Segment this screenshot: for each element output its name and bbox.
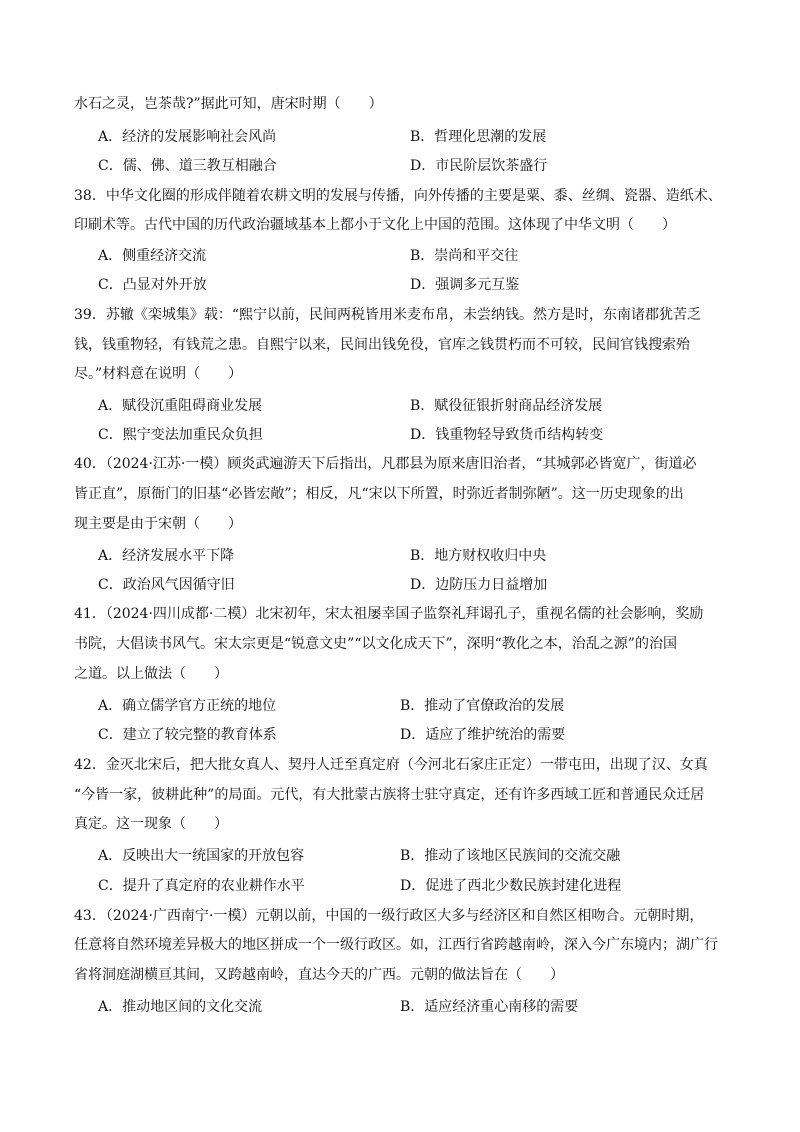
q42-stem-line-2: “今皆一家，彼耕此种”的局面。元代，有大批蒙古族将士驻守真定，还有许多西域工匠和普通民众迁居	[74, 787, 705, 803]
q40-stem-line-3: 现主要是由于宋朝（ ）	[74, 516, 242, 532]
q38-option-a: A．侧重经济交流	[98, 248, 207, 264]
q40-stem-line-2: 皆正直”，原衙门的旧基“必皆宏敞”；相反，凡“宋以下所置，时弥近者制弥陋”。这一历史现象的出	[74, 486, 684, 502]
q41-option-d: D．适应了维护统治的需要	[400, 727, 566, 743]
q38-option-d: D．强调多元互鉴	[410, 277, 520, 293]
q39-option-b: B．赋役征银折射商品经济发展	[410, 398, 603, 414]
q43-option-a: A．推动地区间的文化交流	[98, 999, 263, 1015]
q39-stem-line-3: 尽。”材料意在说明（ ）	[74, 366, 243, 382]
q37-option-a: A．经济的发展影响社会风尚	[98, 129, 277, 145]
q37-option-c: C．儒、佛、道三教互相融合	[98, 158, 277, 174]
q41-stem-line-2: 书院，大倡读书风气。宋太宗更是“锐意文史”“以文化成天下”，深明“教化之本，治乱之源”的治国	[74, 636, 677, 652]
q42-option-a: A．反映出大一统国家的开放包容	[98, 848, 305, 864]
q41-option-a: A．确立儒学官方正统的地位	[98, 698, 277, 714]
q41-option-c: C．建立了较完整的教育体系	[98, 727, 277, 743]
q38-stem-line-1: 38．中华文化圈的形成伴随着农耕文明的发展与传播，向外传播的主要是粟、黍、丝绸、瓷器、造纸术、	[74, 188, 722, 204]
q37-option-d: D．市民阶层饮茶盛行	[410, 158, 548, 174]
q39-option-c: C．熙宁变法加重民众负担	[98, 427, 263, 443]
q38-stem-line-2: 印刷术等。古代中国的历代政治疆域基本上都小于文化上中国的范围。这体现了中华文明（ ）	[74, 217, 676, 233]
q43-stem-line-2: 任意将自然环境差异极大的地区拼成一个一级行政区。如，江西行省跨越南岭，深入今广东境内；湖广行	[74, 937, 718, 953]
q41-option-b: B．推动了官僚政治的发展	[400, 698, 565, 714]
q37-option-b: B．哲理化思潮的发展	[410, 129, 547, 145]
q38-option-b: B．崇尚和平交往	[410, 248, 519, 264]
q40-option-a: A．经济发展水平下降	[98, 548, 235, 564]
q41-stem-line-3: 之道。以上做法（ ）	[74, 666, 228, 682]
q42-option-d: D．促进了西北少数民族封建化进程	[400, 878, 622, 894]
q43-stem-line-3: 省将洞庭湖横亘其间，又跨越南岭，直达今天的广西。元朝的做法旨在（ ）	[74, 967, 564, 983]
q42-option-b: B．推动了该地区民族间的交流交融	[400, 848, 621, 864]
q43-option-b: B．适应经济重心南移的需要	[400, 999, 579, 1015]
q43-stem-line-1: 43．（2024·广西南宁·一模）元朝以前，中国的一级行政区大多与经济区和自然区相吻合。元朝时期，	[74, 908, 704, 924]
q40-stem-line-1: 40．（2024·江苏·一模）顾炎武遍游天下后指出，凡郡县为原来唐旧治者，“其城郭必皆宽广，街道必	[74, 456, 697, 472]
q38-option-c: C．凸显对外开放	[98, 277, 207, 293]
q42-stem-line-3: 真定。这一现象（ ）	[74, 816, 228, 832]
q42-stem-line-1: 42．金灭北宋后，把大批女真人、契丹人迁至真定府（今河北石家庄正定）一带屯田，出现了汉、女真	[74, 757, 708, 773]
q39-stem-line-1: 39．苏辙《栾城集》载：“熙宁以前，民间两税皆用米麦布帛，未尝纳钱。然方是时，东南诸郡犹苦乏	[74, 307, 701, 323]
q39-stem-line-2: 钱，钱重物轻，有钱荒之患。自熙宁以来，民间出钱免役，官库之钱贯朽而不可较，民间官钱搜索殆	[74, 337, 690, 353]
q41-stem-line-1: 41．（2024·四川成都·二模）北宋初年，宋太祖屡幸国子监祭礼拜谒孔子，重视名儒的社会影响，奖励	[74, 606, 704, 622]
q40-option-d: D．边防压力日益增加	[410, 577, 548, 593]
q40-option-c: C．政治风气因循守旧	[98, 577, 235, 593]
q42-option-c: C．提升了真定府的农业耕作水平	[98, 878, 305, 894]
q40-option-b: B．地方财权收归中央	[410, 548, 547, 564]
q37-stem-end: 水石之灵，岂茶哉?”据此可知，唐宋时期（ ）	[74, 96, 383, 112]
q39-option-a: A．赋役沉重阻碍商业发展	[98, 398, 263, 414]
q39-option-d: D．钱重物轻导致货币结构转变	[410, 427, 604, 443]
